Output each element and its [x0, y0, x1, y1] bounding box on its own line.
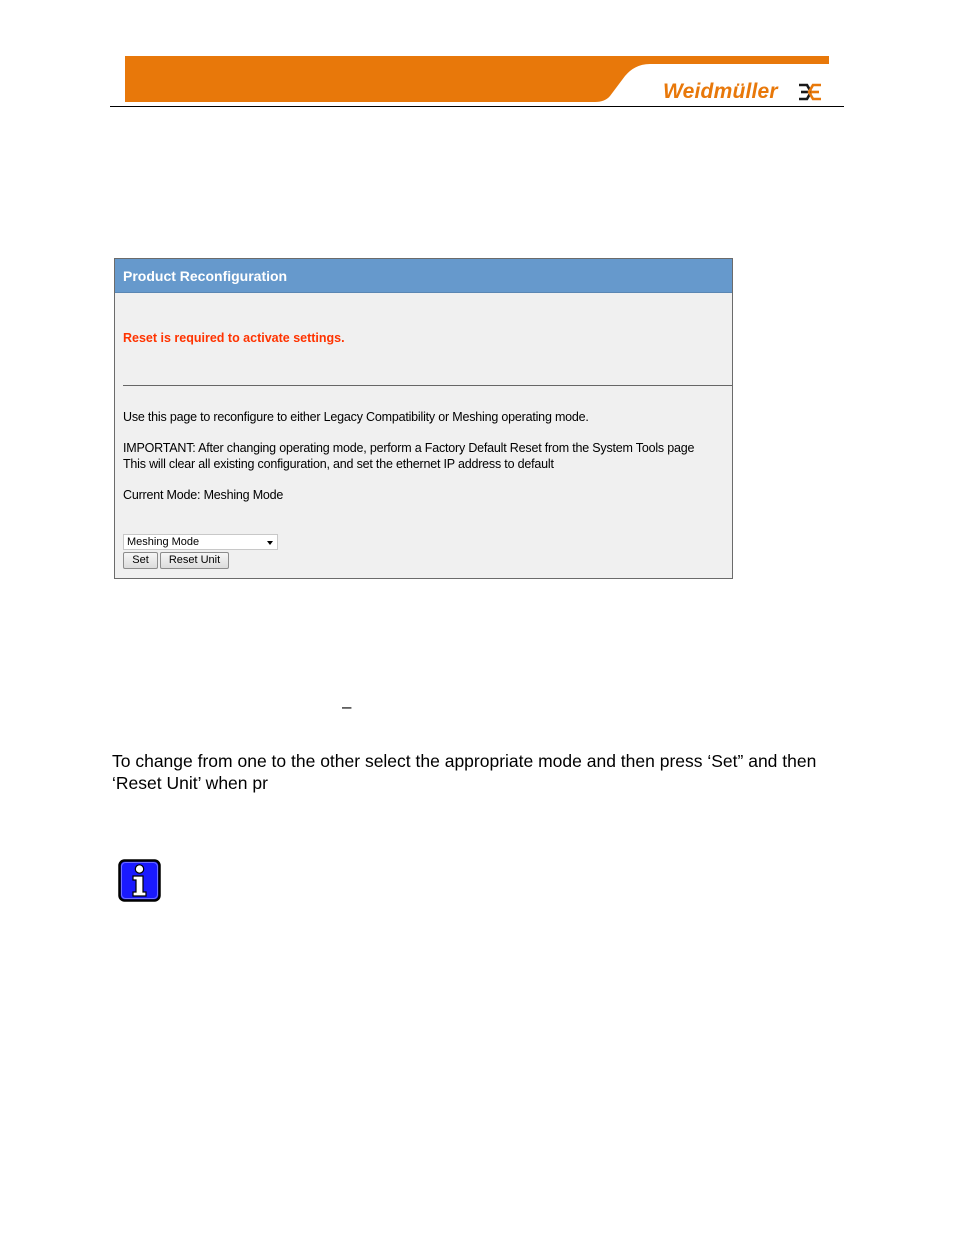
info-icon	[118, 859, 161, 902]
header-divider	[110, 106, 844, 107]
panel-description: Use this page to reconfigure to either Legacy Compatibility or Meshing operating mode.	[123, 410, 589, 424]
reset-warning: Reset is required to activate settings.	[123, 331, 345, 345]
current-mode-text: Current Mode: Meshing Mode	[123, 488, 284, 502]
important-note-line1: IMPORTANT: After changing operating mode, perform a Factory Default Reset from the System Tools page	[123, 441, 695, 455]
brand-name: Weidmüller	[663, 80, 778, 103]
instruction-paragraph: To change from one to the other select the appropriate mode and then press ‘Set” and then ‘Reset Unit’ when pr	[112, 751, 817, 793]
panel-divider	[123, 385, 732, 386]
mode-select[interactable]	[123, 534, 278, 550]
chevron-down-icon	[267, 541, 273, 545]
important-note-line2: This will clear all existing configuration, and set the ethernet IP address to default	[123, 457, 554, 471]
product-reconfiguration-panel	[114, 258, 733, 579]
set-button[interactable]: Set	[123, 552, 158, 569]
weidmuller-logo-mark-icon	[797, 82, 823, 102]
panel-title: Product Reconfiguration	[115, 259, 732, 293]
mode-select-value: Meshing Mode	[127, 536, 200, 548]
reset-unit-button[interactable]: Reset Unit	[160, 552, 229, 569]
dash-mark: –	[342, 697, 352, 716]
